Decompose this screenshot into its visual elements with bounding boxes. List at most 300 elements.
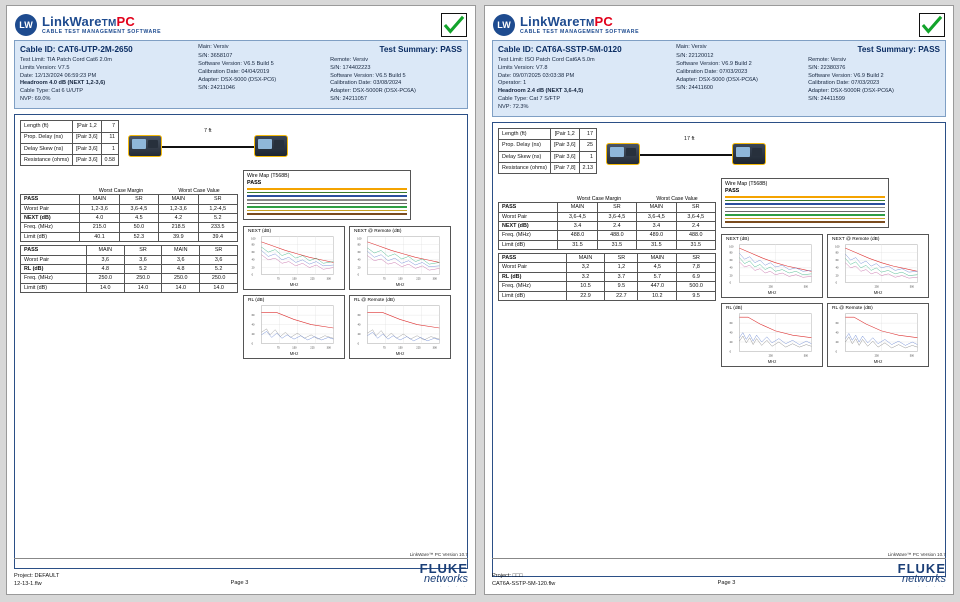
- svg-text:0: 0: [729, 350, 732, 354]
- summary-col-test: [498, 44, 676, 112]
- row-label: Limit (dB): [499, 291, 567, 300]
- plot-xlabel: MHz: [289, 282, 299, 288]
- col-main: MAIN: [558, 203, 597, 212]
- row-label: Freq. (MHz): [21, 223, 80, 232]
- cell: 31.5: [676, 240, 715, 249]
- basic-results-row: [498, 128, 940, 174]
- svg-text:20: 20: [729, 274, 733, 278]
- report-page-2: [484, 5, 954, 595]
- cell-pair: [Pair 1,2: [550, 129, 579, 140]
- table-row: [21, 155, 119, 166]
- networks-wordmark: networks: [901, 572, 946, 585]
- table-row: [21, 264, 238, 273]
- page-footer-2: [492, 552, 946, 588]
- wiremap-title: Wire Map (T568B): [247, 173, 290, 180]
- table-row: [499, 291, 716, 300]
- cell: 215.0: [80, 223, 119, 232]
- test-summary-result: Test Summary: PASS: [379, 45, 462, 54]
- table-row: [499, 151, 597, 162]
- table-row: [499, 203, 716, 212]
- rl-margin-table: [20, 245, 238, 293]
- cell: 14.0: [162, 283, 200, 292]
- col-main2: MAIN: [638, 254, 677, 263]
- brand-pc: PC: [116, 14, 135, 30]
- remote-unit-title: Remote: Versiv: [808, 56, 846, 63]
- plot-canvas: [352, 304, 448, 352]
- networks-wordmark: networks: [423, 572, 468, 585]
- brand-linkware: LinkWare: [520, 14, 580, 30]
- wiremap-status: PASS: [247, 180, 262, 187]
- brand-block: [520, 15, 639, 35]
- wiremap-panel: [243, 170, 411, 220]
- report-body-1: [14, 114, 468, 569]
- cell: 5.2: [200, 264, 238, 273]
- cell-name: Delay Skew (ns): [21, 143, 73, 154]
- main-tester-icon: [606, 143, 640, 165]
- cell: 3,6: [162, 255, 200, 264]
- cell-value: 11: [101, 132, 119, 143]
- cell: 3,6-4,5: [637, 212, 676, 221]
- wiremap-status: PASS: [725, 188, 740, 195]
- brand-linkware: LinkWare: [42, 14, 102, 30]
- cell: 3,6: [86, 255, 124, 264]
- svg-text:300: 300: [432, 277, 437, 281]
- cell: 488.0: [676, 231, 715, 240]
- cell: 3.7: [605, 272, 638, 281]
- svg-text:500: 500: [909, 354, 914, 358]
- col-sr2: SR: [676, 203, 715, 212]
- next-status: PASS: [21, 195, 80, 204]
- table-row: [499, 263, 716, 272]
- cell: 233.5: [198, 223, 237, 232]
- svg-text:75: 75: [382, 346, 386, 350]
- svg-text:150: 150: [398, 277, 403, 281]
- svg-text:80: 80: [251, 243, 255, 247]
- page-number: Page 3: [717, 580, 736, 586]
- plot-title: RL @ Remote (dB): [354, 298, 395, 304]
- fluke-networks-logo: [898, 562, 946, 588]
- svg-text:0: 0: [835, 281, 838, 285]
- brand-tm: TM: [579, 18, 595, 30]
- plot-xlabel: MHz: [395, 351, 405, 357]
- limits-version-line: Limits Version: V7.5: [20, 64, 70, 71]
- svg-text:60: 60: [251, 314, 255, 318]
- pass-stamp: [441, 13, 467, 37]
- plot-title: RL (dB): [726, 305, 743, 311]
- svg-text:300: 300: [326, 346, 331, 350]
- cell: 22.7: [605, 291, 638, 300]
- cell: 250.0: [86, 274, 124, 283]
- svg-text:80: 80: [835, 251, 839, 255]
- cell: 3.4: [558, 221, 597, 230]
- cell: 3.4: [637, 221, 676, 230]
- cell-value: 25: [579, 140, 597, 151]
- cell: 218.5: [159, 223, 198, 232]
- cell: 50.0: [119, 223, 158, 232]
- svg-text:100: 100: [729, 245, 734, 249]
- plot-next: [721, 234, 823, 298]
- brand-tagline: CABLE TEST MANAGEMENT SOFTWARE: [520, 28, 640, 35]
- table-row: [499, 140, 597, 151]
- plot-xlabel: MHz: [289, 351, 299, 357]
- svg-text:20: 20: [357, 266, 361, 270]
- brand-tm: TM: [101, 18, 117, 30]
- headroom-line: Headroom 4.0 dB (NEXT 1,2-3,6): [20, 80, 106, 87]
- plot-rl: [243, 295, 345, 359]
- svg-text:40: 40: [357, 323, 361, 327]
- table-row: [499, 162, 597, 173]
- plot-canvas: [724, 243, 820, 291]
- brand-pc: PC: [594, 14, 613, 30]
- main-adapter-sn: S/N: 24411600: [676, 84, 714, 91]
- next-status: PASS: [499, 203, 558, 212]
- table-row: [499, 129, 597, 140]
- wiremap-title: Wire Map (T568B): [725, 181, 768, 188]
- cell: 3,2: [566, 263, 605, 272]
- cell: 1,2-4,5: [198, 204, 237, 213]
- headroom-line: Headroom 2.4 dB (NEXT 3,6-4,5): [498, 88, 584, 95]
- plot-title: RL (dB): [248, 298, 265, 304]
- cell-name: Resistance (ohms): [499, 162, 551, 173]
- wiremap-pairs: [725, 196, 885, 223]
- fluke-wordmark: FLUKE: [419, 560, 468, 576]
- cell-pair: [Pair 3,6]: [72, 143, 101, 154]
- table-row: [499, 254, 716, 263]
- report-body-2: [492, 122, 946, 577]
- svg-text:225: 225: [310, 346, 315, 350]
- table-row: [499, 282, 716, 291]
- footer-project-block: [492, 572, 555, 588]
- wiremap-and-plots-row: [20, 170, 462, 359]
- table-row: [21, 246, 238, 255]
- main-sn: S/N: 3658107: [198, 53, 233, 59]
- cell-pair: [Pair 3,6]: [550, 151, 579, 162]
- row-label: Limit (dB): [21, 283, 87, 292]
- summary-col-main: [198, 44, 330, 104]
- cell: 2.4: [597, 221, 636, 230]
- svg-text:20: 20: [357, 332, 361, 336]
- cable-line-graphic: [154, 146, 264, 148]
- remote-unit-title: Remote: Versiv: [330, 56, 368, 63]
- date-line: Date: 12/13/2024 06:59:23 PM: [20, 72, 97, 79]
- remote-adapter: Adapter: DSX-5000R (DSX-PC6A): [808, 88, 894, 95]
- cell-value: 2.13: [579, 162, 597, 173]
- basic-results-row: [20, 120, 462, 166]
- right-column: [721, 178, 940, 367]
- link-length-label: 17 ft: [684, 136, 695, 143]
- test-summary-band: [14, 40, 468, 109]
- cell: 1,2: [605, 263, 638, 272]
- svg-text:40: 40: [729, 331, 733, 335]
- main-sw-version: Software Version: V6.9 Build 2: [676, 60, 752, 67]
- table-row: [499, 231, 716, 240]
- svg-text:225: 225: [416, 346, 421, 350]
- cell-pair: [Pair 1,2: [72, 121, 101, 132]
- worst-case-value-header: Worst Case Value: [656, 196, 698, 203]
- remote-cal-date: Calibration Date: 07/03/2023: [808, 80, 880, 87]
- cell: 1,2-3,6: [80, 204, 119, 213]
- cell-name: Length (ft): [499, 129, 551, 140]
- cell: 4.8: [86, 264, 124, 273]
- main-sw-version: Software Version: V6.5 Build 5: [198, 60, 274, 67]
- remote-sn: S/N: 174402223: [330, 64, 371, 71]
- remote-adapter-sn: S/N: 24411599: [808, 96, 845, 103]
- row-label: Freq. (MHz): [499, 282, 567, 291]
- cell-name: Length (ft): [21, 121, 73, 132]
- nvp-line: NVP: 69.0%: [20, 96, 51, 103]
- cell-name: Prop. Delay (ns): [499, 140, 551, 151]
- svg-text:20: 20: [251, 266, 255, 270]
- cell-name: Prop. Delay (ns): [21, 132, 73, 143]
- next-margin-table: [498, 202, 716, 250]
- svg-text:250: 250: [874, 354, 879, 358]
- cell: 31.5: [637, 240, 676, 249]
- remote-cal-date: Calibration Date: 03/08/2024: [330, 80, 402, 87]
- svg-text:300: 300: [432, 346, 437, 350]
- svg-text:100: 100: [251, 237, 256, 241]
- svg-text:100: 100: [357, 237, 362, 241]
- svg-text:225: 225: [310, 277, 315, 281]
- plot-title: NEXT @ Remote (dB): [354, 229, 402, 235]
- table-row: [21, 232, 238, 241]
- table-row: [499, 240, 716, 249]
- row-label: Worst Pair: [499, 212, 558, 221]
- rl-margin-table: [498, 253, 716, 301]
- main-adapter: Adapter: DSX-5000 (DSX-PC6A): [676, 76, 758, 83]
- svg-text:60: 60: [835, 258, 839, 262]
- svg-text:250: 250: [768, 354, 773, 358]
- main-adapter: Adapter: DSX-5000 (DSX-PC6): [198, 76, 277, 83]
- cell: 3,6-4,5: [119, 204, 158, 213]
- svg-text:60: 60: [251, 251, 255, 255]
- svg-text:300: 300: [326, 277, 331, 281]
- col-main2: MAIN: [637, 203, 676, 212]
- cell: 40.1: [80, 232, 119, 241]
- cell: 250.0: [162, 274, 200, 283]
- plot-rl-remote: [349, 295, 451, 359]
- cell: 4,5: [638, 263, 677, 272]
- cable-id-label: Cable ID:: [498, 45, 534, 54]
- cell: 3,6-4,5: [676, 212, 715, 221]
- limits-version-line: Limits Version: V7.8: [498, 64, 548, 71]
- file-name: CAT6A-SSTP-5M-120.flw: [492, 580, 556, 587]
- cell-value: 0.58: [101, 155, 119, 166]
- next-plots-row: [721, 234, 940, 298]
- plot-next: [243, 226, 345, 290]
- main-unit-title: Main: Versiv: [676, 44, 707, 50]
- cell: 489.0: [637, 231, 676, 240]
- cable-id-line: [20, 44, 198, 56]
- cell-pair: [Pair 3,6]: [72, 132, 101, 143]
- svg-text:40: 40: [729, 266, 733, 270]
- cell: 52.3: [119, 232, 158, 241]
- wiremap-and-plots-row: [498, 178, 940, 367]
- test-summary-band: [492, 40, 946, 117]
- plot-canvas: [246, 235, 342, 283]
- cable-line-graphic: [632, 154, 742, 156]
- cable-id-line: [498, 44, 676, 56]
- plot-title: NEXT @ Remote (dB): [832, 236, 880, 242]
- cell: 4.0: [80, 214, 119, 223]
- plot-xlabel: MHz: [395, 282, 405, 288]
- svg-text:150: 150: [292, 277, 297, 281]
- cable-id-value: CAT6A-SSTP-5M-0120: [535, 45, 622, 54]
- main-unit-title: Main: Versiv: [198, 44, 229, 50]
- svg-text:40: 40: [835, 266, 839, 270]
- table-row: [21, 204, 238, 213]
- svg-text:40: 40: [835, 331, 839, 335]
- test-limit-line: Test Limit: TIA Patch Cord Cat6 2.0m: [20, 56, 112, 63]
- brand-tagline: CABLE TEST MANAGEMENT SOFTWARE: [42, 28, 162, 35]
- link-diagram: [602, 128, 940, 174]
- cell: 1,2-3,6: [159, 204, 198, 213]
- fluke-dots: . . . .: [918, 583, 946, 588]
- cell-name: Resistance (ohms): [21, 155, 73, 166]
- plot-title: NEXT (dB): [726, 236, 750, 242]
- svg-text:60: 60: [729, 258, 733, 262]
- cell: 6.9: [677, 272, 716, 281]
- check-mark-icon: [921, 15, 943, 35]
- svg-text:20: 20: [835, 340, 839, 344]
- remote-tester-icon: [254, 135, 288, 157]
- remote-sn: S/N: 22380376: [808, 64, 846, 71]
- row-label: NEXT (dB): [499, 221, 558, 230]
- plot-xlabel: MHz: [873, 358, 883, 364]
- cable-type-line: Cable Type: Cat 7 S/FTP: [498, 96, 561, 103]
- table-row: [21, 274, 238, 283]
- software-version: LinkWare™ PC Version 10.7: [492, 552, 946, 559]
- table-row: [21, 283, 238, 292]
- rl-plots-row: [721, 303, 940, 367]
- cell: 5.2: [124, 264, 162, 273]
- table-row: [499, 221, 716, 230]
- cell: 31.5: [558, 240, 597, 249]
- basic-measurements-table: [20, 120, 119, 166]
- cell-value: 17: [579, 129, 597, 140]
- col-main: MAIN: [80, 195, 119, 204]
- svg-text:225: 225: [416, 277, 421, 281]
- check-mark-icon: [443, 15, 465, 35]
- col-sr: SR: [605, 254, 638, 263]
- cell-value: 1: [101, 143, 119, 154]
- cable-id-label: Cable ID:: [20, 45, 56, 54]
- next-margin-table: [20, 194, 238, 242]
- left-column: [20, 170, 238, 359]
- cell: 4.8: [162, 264, 200, 273]
- col-sr2: SR: [198, 195, 237, 204]
- svg-text:75: 75: [276, 346, 280, 350]
- svg-text:150: 150: [398, 346, 403, 350]
- cell: 488.0: [558, 231, 597, 240]
- cell: 31.5: [597, 240, 636, 249]
- plot-canvas: [830, 243, 926, 291]
- page-number: Page 3: [230, 580, 249, 586]
- cell: 22.9: [566, 291, 605, 300]
- worst-case-margin-header: Worst Case Margin: [98, 188, 144, 195]
- plot-canvas: [830, 312, 926, 360]
- col-sr2: SR: [200, 246, 238, 255]
- col-sr: SR: [119, 195, 158, 204]
- svg-text:60: 60: [729, 321, 733, 325]
- cell: 3,6-4,5: [558, 212, 597, 221]
- footer-row: [14, 562, 468, 588]
- footer-row: [492, 562, 946, 588]
- page-footer-1: [14, 552, 468, 588]
- main-cal-date: Calibration Date: 07/03/2023: [676, 68, 748, 75]
- svg-text:0: 0: [251, 342, 254, 346]
- plot-canvas: [724, 312, 820, 360]
- svg-text:40: 40: [251, 323, 255, 327]
- link-diagram: [124, 120, 462, 166]
- file-name: 12-13-1.flw: [14, 580, 42, 587]
- svg-text:0: 0: [357, 273, 360, 277]
- cable-type-line: Cable Type: Cat 6 U/UTP: [20, 88, 84, 95]
- table-row: [499, 272, 716, 281]
- table-row: [21, 214, 238, 223]
- svg-text:75: 75: [276, 277, 280, 281]
- linkware-logo-icon: LW: [15, 14, 37, 36]
- svg-text:0: 0: [835, 350, 838, 354]
- footer-project-block: [14, 572, 59, 588]
- cell: 2.4: [676, 221, 715, 230]
- cell-name: Delay Skew (ns): [499, 151, 551, 162]
- col-sr2: SR: [677, 254, 716, 263]
- plot-xlabel: MHz: [767, 358, 777, 364]
- svg-text:40: 40: [357, 258, 361, 262]
- col-sr: SR: [597, 203, 636, 212]
- svg-text:500: 500: [803, 354, 808, 358]
- basic-measurements-table: [498, 128, 597, 174]
- row-label: Worst Pair: [21, 204, 80, 213]
- nvp-line: NVP: 72.3%: [498, 104, 529, 111]
- svg-text:250: 250: [768, 285, 773, 289]
- cell: 3,6: [124, 255, 162, 264]
- cell-value: 1: [579, 151, 597, 162]
- worst-case-value-header: Worst Case Value: [178, 188, 220, 195]
- col-main: MAIN: [566, 254, 605, 263]
- row-label: RL (dB): [21, 264, 87, 273]
- svg-text:75: 75: [382, 277, 386, 281]
- left-column: [498, 178, 716, 367]
- main-adapter-sn: S/N: 24211046: [198, 84, 236, 91]
- cell: 250.0: [200, 274, 238, 283]
- cell: 14.0: [86, 283, 124, 292]
- cell: 9.5: [605, 282, 638, 291]
- svg-text:60: 60: [357, 314, 361, 318]
- cell: 5.2: [198, 214, 237, 223]
- row-label: Limit (dB): [499, 240, 558, 249]
- col-main: MAIN: [86, 246, 124, 255]
- row-label: Worst Pair: [499, 263, 567, 272]
- cell-pair: [Pair 7,8]: [550, 162, 579, 173]
- plot-canvas: [246, 304, 342, 352]
- summary-col-remote: [330, 44, 462, 104]
- svg-text:250: 250: [874, 285, 879, 289]
- cell: 4.2: [159, 214, 198, 223]
- date-line: Date: 09/07/2025 03:03:38 PM: [498, 72, 575, 79]
- svg-text:40: 40: [251, 258, 255, 262]
- row-label: Worst Pair: [21, 255, 87, 264]
- wiremap-panel: [721, 178, 889, 228]
- software-version: LinkWare™ PC Version 10.7: [14, 552, 468, 559]
- operator-line: Operator: 1: [498, 80, 527, 87]
- main-tester-icon: [128, 135, 162, 157]
- cell-value: 7: [101, 121, 119, 132]
- test-summary-result: Test Summary: PASS: [857, 45, 940, 54]
- svg-text:80: 80: [729, 251, 733, 255]
- fluke-dots: . . . .: [440, 583, 468, 588]
- remote-adapter-sn: S/N: 24211057: [330, 96, 367, 103]
